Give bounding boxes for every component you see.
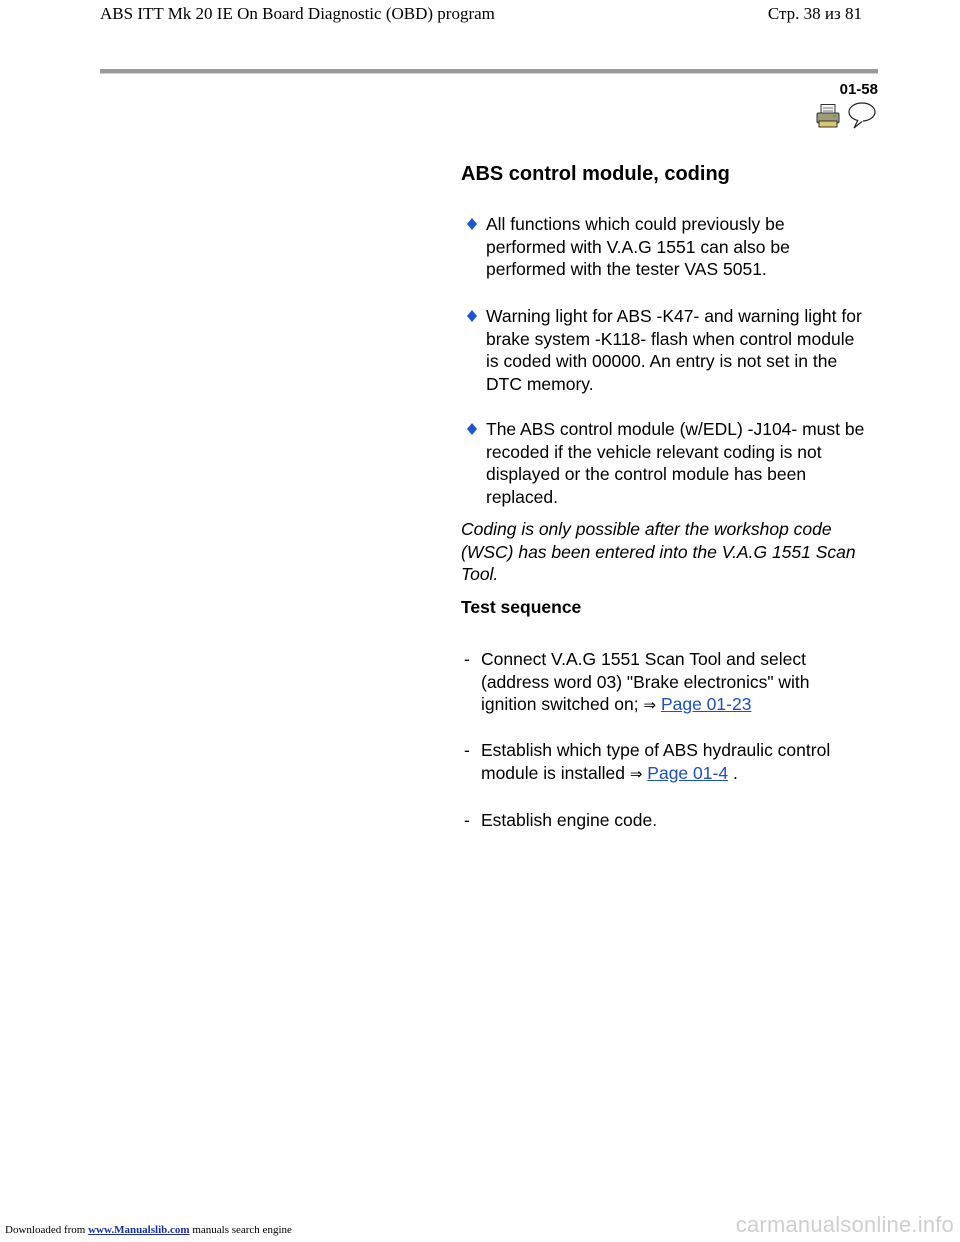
- page-title: ABS control module, coding: [461, 163, 730, 185]
- step-item: [464, 809, 864, 832]
- diamond-bullet-icon: [466, 310, 478, 322]
- speech-balloon-icon[interactable]: [847, 101, 877, 129]
- list-item: [466, 418, 866, 508]
- step-text-body: Establish which type of ABS hydraulic control module is installed: [481, 740, 831, 783]
- diamond-bullet-icon: [466, 423, 478, 435]
- step-dash: -: [464, 740, 470, 760]
- printer-icon[interactable]: [816, 103, 841, 129]
- page-toolbar: [816, 101, 880, 131]
- arrow-right-icon: ⇒: [643, 696, 657, 715]
- step-item: [464, 648, 864, 717]
- step-suffix: .: [732, 762, 738, 783]
- footer-suffix: manuals search engine: [192, 1224, 292, 1236]
- step-text: [481, 648, 864, 717]
- bullet-text: All functions which could previously be performed with V.A.G 1551 can also be performed with the tester VAS 5051.: [486, 214, 790, 280]
- list-item: [466, 305, 866, 395]
- header-document-title: ABS ITT Mk 20 IE On Board Diagnostic (OBD) program: [100, 4, 495, 23]
- step-dash: -: [464, 810, 470, 830]
- header-rule: [100, 69, 878, 74]
- page-link-01-4[interactable]: Page 01-4: [647, 762, 729, 783]
- manualslib-link[interactable]: www.Manualslib.com: [88, 1224, 190, 1236]
- step-text: Establish engine code.: [481, 810, 658, 830]
- footer-prefix: Downloaded from: [5, 1224, 86, 1236]
- page-link-01-23[interactable]: Page 01-23: [660, 694, 752, 715]
- bullet-text: Warning light for ABS -K47- and warning light for brake system -K118- flash when control module is coded with 00000. An entry is not set in the DTC memory.: [486, 306, 862, 394]
- watermark: carmanualsonline.info: [735, 1212, 954, 1237]
- section-title: Test sequence: [461, 597, 582, 617]
- step-text: [481, 739, 864, 785]
- bullet-text: The ABS control module (w/EDL) -J104- must be recoded if the vehicle relevant coding is not displayed or the control module has been replaced.: [486, 419, 865, 507]
- arrow-right-icon: ⇒: [629, 764, 643, 783]
- list-item: [466, 213, 866, 281]
- coding-note: Coding is only possible after the workshop code (WSC) has been entered into the V.A.G 1551 Scan Tool.: [461, 519, 856, 585]
- page-number: 01-58: [839, 81, 878, 98]
- header-page-indicator: Стр. 38 из 81: [767, 4, 862, 23]
- footer: [5, 1224, 292, 1236]
- diamond-bullet-icon: [466, 218, 478, 230]
- step-text-body: Connect V.A.G 1551 Scan Tool and select (address word 03) "Brake electronics" with ignition switched on;: [481, 649, 810, 715]
- step-dash: -: [464, 649, 470, 669]
- step-item: [464, 739, 864, 785]
